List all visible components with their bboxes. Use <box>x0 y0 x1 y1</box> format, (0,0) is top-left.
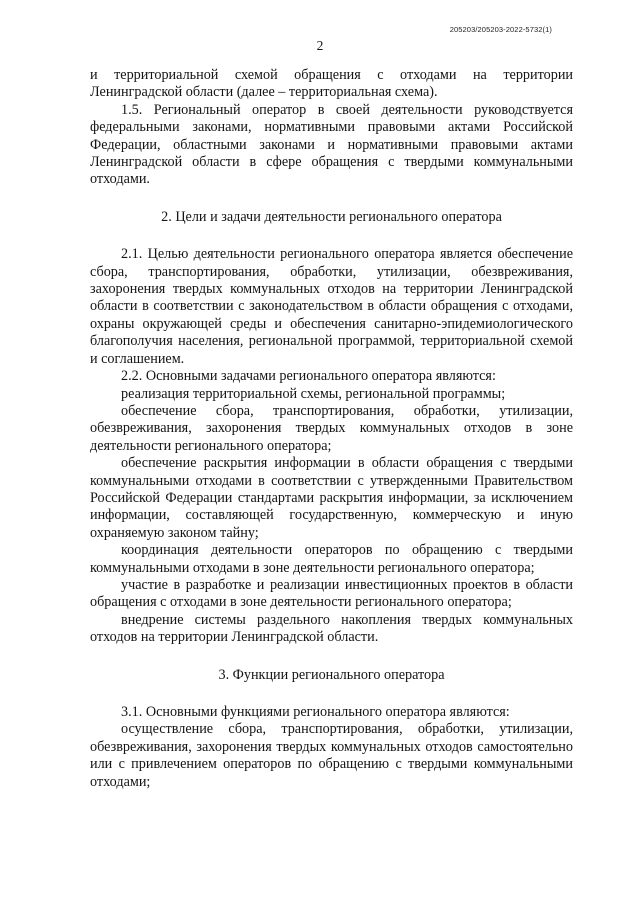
list-item: обеспечение сбора, транспортирования, обработки, утилизации, обезвреживания, захоронения твердых коммунальных отходов в зоне деятельности регионального оператора; <box>90 402 573 454</box>
page-number: 2 <box>316 38 324 53</box>
section-heading-3: 3. Функции регионального оператора <box>218 666 445 683</box>
paragraph-continuation: и территориальной схемой обращения с отходами на территории Ленинградской области (далее – территориальная схема). <box>90 67 573 101</box>
spacer <box>90 226 573 246</box>
document-body <box>90 67 573 791</box>
paragraph-3-1: 3.1. Основными функциями регионального оператора являются: <box>121 704 510 720</box>
list-item: участие в разработке и реализации инвестиционных проектов в области обращения с отходами в зоне деятельности регионального оператора; <box>90 576 573 611</box>
spacer <box>90 684 573 704</box>
paragraph-2-1: 2.1. Целью деятельности регионального оператора является обеспечение сбора, транспортирования, обработки, утилизации, обезвреживания, захоронения твердых коммунальных отходов на территории Ленинградской области в соответствии с законодательством в области обращения с отходами, охраны окружающей среды и обеспечения санитарно-эпидемиологического благополучия населения, региональной программой, территориальной схемой и соглашением. <box>90 246 573 367</box>
list-item: внедрение системы раздельного накопления твердых коммунальных отходов на территории Ленинградской области. <box>90 611 573 646</box>
list-item: осуществление сбора, транспортирования, обработки, утилизации, обезвреживания, захоронения твердых коммунальных отходов самостоятельно или с привлечением операторов по обращению с твердыми коммунальными отходами; <box>90 721 573 790</box>
list-item: обеспечение раскрытия информации в области обращения с твердыми коммунальными отходами в соответствии с утвержденными Правительством Российской Федерации стандартами раскрытия информации, за исключением информации, составляющей государственную, коммерческую и иную охраняемую законом тайну; <box>90 455 573 541</box>
spacer <box>90 189 573 209</box>
section-heading-2: 2. Цели и задачи деятельности регионального оператора <box>161 208 502 225</box>
document-id: 205203/205203-2022-5732(1) <box>449 25 552 34</box>
list-item: координация деятельности операторов по обращению с твердыми коммунальными отходами в зоне деятельности регионального оператора; <box>90 542 573 576</box>
list-item: реализация территориальной схемы, региональной программы; <box>121 385 506 402</box>
spacer <box>90 647 573 667</box>
paragraph-1-5: 1.5. Региональный оператор в своей деятельности руководствуется федеральными законами, нормативными правовыми актами Российской Федерации, областными законами и нормативными правовыми актами Ленинградской области в сфере обращения с твердыми коммунальными отходами. <box>90 101 573 188</box>
paragraph-2-2: 2.2. Основными задачами регионального оператора являются: <box>121 368 496 385</box>
